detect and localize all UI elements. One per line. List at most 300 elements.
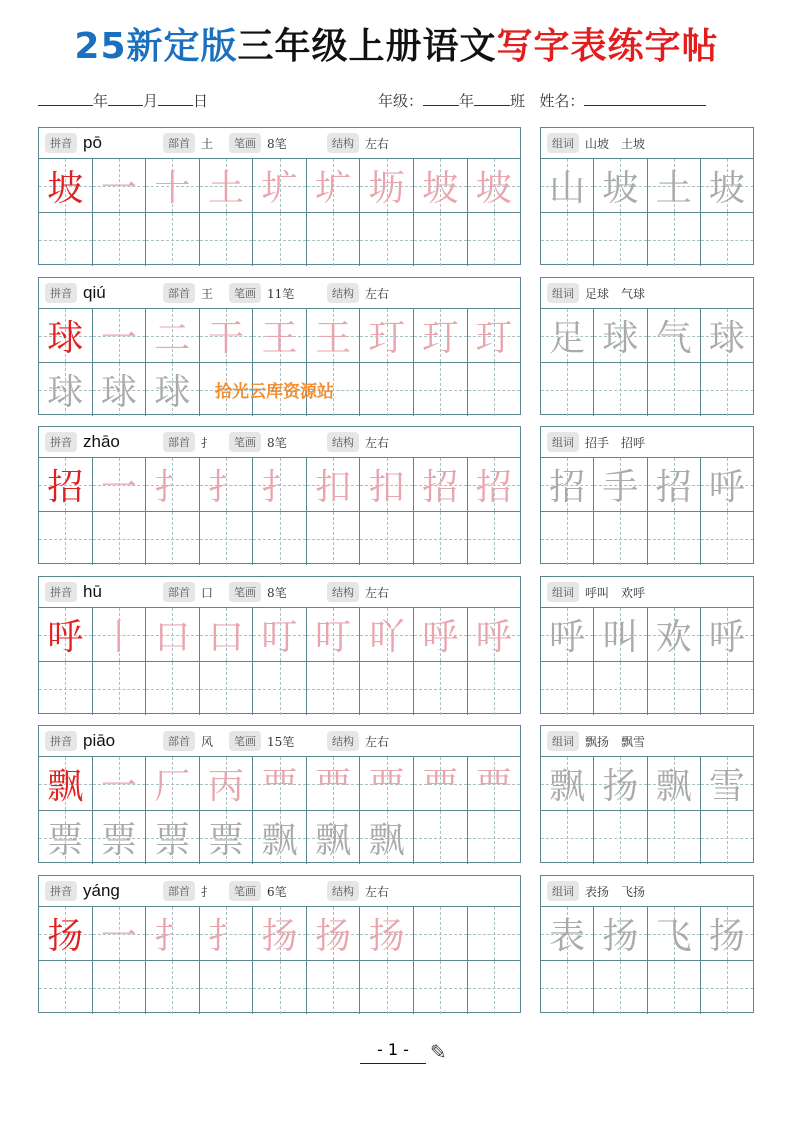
stroke-step: 扌 — [261, 467, 298, 508]
writing-cell[interactable] — [307, 159, 361, 212]
writing-cell[interactable] — [360, 757, 414, 810]
writing-cell[interactable] — [541, 608, 594, 661]
writing-cell[interactable] — [648, 458, 701, 511]
pinyin: qiú — [83, 283, 106, 302]
pinyin-label: 拼音 — [45, 881, 77, 901]
stroke-step: 一 — [100, 766, 137, 807]
writing-cell[interactable] — [701, 512, 753, 565]
writing-cell[interactable] — [414, 458, 468, 511]
writing-cell[interactable] — [648, 363, 701, 416]
writing-cell[interactable] — [200, 608, 254, 661]
writing-cell[interactable] — [146, 907, 200, 960]
word-character: 土 — [655, 168, 692, 209]
word-character: 飘 — [655, 766, 692, 807]
writing-cell[interactable] — [468, 458, 521, 511]
stroke-count: 15笔 — [267, 734, 295, 749]
strokes-label: 笔画 — [229, 582, 261, 602]
stroke-step: 扬 — [261, 916, 298, 957]
writing-cell[interactable] — [414, 811, 468, 864]
writing-cell[interactable] — [146, 458, 200, 511]
stroke-step: 坡 — [422, 168, 459, 209]
writing-cell[interactable] — [594, 608, 647, 661]
writing-cell[interactable] — [253, 757, 307, 810]
writing-cell[interactable] — [414, 213, 468, 266]
writing-cell[interactable] — [594, 512, 647, 565]
writing-cell[interactable] — [39, 961, 93, 1014]
practice-row — [541, 363, 753, 416]
writing-cell[interactable] — [541, 907, 594, 960]
words-label: 组词 — [547, 582, 579, 602]
watermark: 拾光云库资源站 — [215, 382, 334, 402]
writing-cell[interactable] — [93, 757, 147, 810]
strokes-label: 笔画 — [229, 133, 261, 153]
practice-row — [541, 961, 753, 1014]
words-block — [540, 576, 754, 714]
writing-cell[interactable] — [594, 811, 647, 864]
writing-cell[interactable] — [414, 907, 468, 960]
writing-cell[interactable] — [541, 213, 594, 266]
writing-cell[interactable] — [39, 363, 93, 416]
stroke-step: 呼 — [422, 617, 459, 658]
writing-cell[interactable] — [39, 213, 93, 266]
words-header — [541, 726, 753, 757]
stroke-step: 招 — [475, 467, 512, 508]
date-line — [38, 90, 208, 111]
writing-cell[interactable] — [39, 309, 93, 362]
writing-cell[interactable] — [146, 757, 200, 810]
writing-cell[interactable] — [146, 512, 200, 565]
writing-cell[interactable] — [253, 811, 307, 864]
writing-cell[interactable] — [307, 213, 361, 266]
words-header — [541, 876, 753, 907]
stroke-count: 6笔 — [267, 884, 287, 899]
writing-cell[interactable] — [39, 757, 93, 810]
writing-cell[interactable] — [39, 458, 93, 511]
writing-cell[interactable] — [701, 907, 753, 960]
stroke-step: 圹 — [261, 168, 298, 209]
writing-cell[interactable] — [414, 608, 468, 661]
writing-cell[interactable] — [541, 961, 594, 1014]
writing-cell[interactable] — [594, 662, 647, 715]
words: 飘扬 飘雪 — [585, 734, 646, 749]
radical-label: 部首 — [163, 881, 195, 901]
year-label: 年 — [93, 92, 109, 110]
writing-cell[interactable] — [541, 811, 594, 864]
writing-cell[interactable] — [594, 757, 647, 810]
stroke-step: 坡 — [475, 168, 512, 209]
stroke-step: 坜 — [368, 168, 405, 209]
name-label: 姓名： — [539, 92, 585, 110]
writing-cell[interactable] — [414, 662, 468, 715]
words: 山坡 土坡 — [585, 136, 646, 151]
stroke-step: 覀 — [368, 766, 405, 807]
writing-cell[interactable] — [39, 608, 93, 661]
character-block — [38, 127, 521, 265]
writing-cell[interactable] — [146, 961, 200, 1014]
writing-cell[interactable] — [360, 458, 414, 511]
writing-cell[interactable] — [200, 159, 254, 212]
writing-cell[interactable] — [93, 961, 147, 1014]
writing-cell[interactable] — [360, 907, 414, 960]
pinyin: hū — [83, 582, 102, 601]
structure-label: 结构 — [327, 582, 359, 602]
writing-cell[interactable] — [360, 811, 414, 864]
writing-cell[interactable] — [701, 458, 753, 511]
writing-cell[interactable] — [360, 512, 414, 565]
writing-cell[interactable] — [39, 512, 93, 565]
writing-cell[interactable] — [146, 159, 200, 212]
stroke-step: 扬 — [315, 916, 352, 957]
word-character: 招 — [549, 467, 586, 508]
words-header — [541, 128, 753, 159]
writing-cell[interactable] — [307, 512, 361, 565]
model-character: 飘 — [47, 766, 84, 807]
stroke-step: 一 — [100, 916, 137, 957]
writing-cell[interactable] — [200, 662, 254, 715]
radical: 口 — [201, 585, 214, 600]
writing-cell[interactable] — [39, 811, 93, 864]
writing-cell[interactable] — [253, 213, 307, 266]
writing-cell[interactable] — [200, 757, 254, 810]
word-character: 坡 — [708, 168, 745, 209]
writing-cell[interactable] — [360, 309, 414, 362]
writing-cell[interactable] — [414, 757, 468, 810]
practice-row — [39, 662, 520, 715]
writing-cell[interactable] — [648, 608, 701, 661]
radical: 王 — [201, 286, 214, 301]
stroke-step: 扌 — [154, 467, 191, 508]
writing-cell[interactable] — [648, 213, 701, 266]
writing-cell[interactable] — [648, 811, 701, 864]
stroke-step: 球 — [154, 372, 191, 413]
word-character: 扬 — [602, 766, 639, 807]
name-blank[interactable] — [584, 91, 706, 106]
day-label: 日 — [193, 92, 209, 110]
writing-cell[interactable] — [541, 363, 594, 416]
writing-cell[interactable] — [541, 309, 594, 362]
writing-cell[interactable] — [701, 213, 753, 266]
character-block — [38, 875, 521, 1013]
pinyin: pō — [83, 133, 102, 152]
writing-cell[interactable] — [468, 512, 521, 565]
writing-cell[interactable] — [93, 213, 147, 266]
pen-icon: ✎ — [430, 1040, 447, 1064]
writing-cell[interactable] — [360, 213, 414, 266]
writing-cell[interactable] — [468, 608, 521, 661]
writing-cell[interactable] — [648, 757, 701, 810]
words-header — [541, 278, 753, 309]
writing-cell[interactable] — [93, 159, 147, 212]
practice-row — [39, 159, 520, 213]
stroke-count: 8笔 — [267, 136, 287, 151]
writing-cell[interactable] — [468, 757, 521, 810]
writing-cell[interactable] — [360, 363, 414, 416]
stroke-count: 11笔 — [267, 286, 295, 301]
writing-cell[interactable] — [468, 363, 521, 416]
writing-cell[interactable] — [200, 458, 254, 511]
radical: 扌 — [201, 884, 214, 899]
writing-cell[interactable] — [468, 811, 521, 864]
writing-cell[interactable] — [253, 907, 307, 960]
writing-cell[interactable] — [468, 213, 521, 266]
stroke-step: 票 — [207, 820, 244, 861]
stroke-step: 票 — [47, 820, 84, 861]
stroke-count: 8笔 — [267, 435, 287, 450]
stroke-step: 一 — [100, 467, 137, 508]
writing-cell[interactable] — [648, 907, 701, 960]
character-info — [39, 577, 520, 608]
stroke-step: 十 — [154, 168, 191, 209]
writing-cell[interactable] — [701, 608, 753, 661]
writing-cell[interactable] — [93, 811, 147, 864]
stroke-step: 二 — [154, 318, 191, 359]
writing-cell[interactable] — [253, 159, 307, 212]
character-info — [39, 427, 520, 458]
words-block — [540, 127, 754, 265]
practice-row — [39, 458, 520, 512]
writing-cell[interactable] — [253, 961, 307, 1014]
writing-cell[interactable] — [253, 512, 307, 565]
writing-cell[interactable] — [701, 159, 753, 212]
practice-row — [39, 309, 520, 363]
class-label: 班 — [510, 92, 526, 110]
writing-cell[interactable] — [360, 662, 414, 715]
writing-cell[interactable] — [200, 309, 254, 362]
grade-blank[interactable] — [423, 91, 459, 106]
writing-cell[interactable] — [468, 309, 521, 362]
writing-cell[interactable] — [541, 458, 594, 511]
writing-cell[interactable] — [93, 363, 147, 416]
writing-cell[interactable] — [594, 309, 647, 362]
character-block — [38, 725, 521, 863]
writing-cell[interactable] — [307, 811, 361, 864]
writing-cell[interactable] — [414, 961, 468, 1014]
pinyin: piāo — [83, 731, 116, 750]
stroke-step: 飘 — [368, 820, 405, 861]
writing-cell[interactable] — [93, 512, 147, 565]
writing-cell[interactable] — [468, 159, 521, 212]
word-character: 招 — [655, 467, 692, 508]
stroke-step: 招 — [422, 467, 459, 508]
structure: 左右 — [365, 286, 390, 301]
stroke-step: 玎 — [475, 318, 512, 359]
words-block — [540, 426, 754, 564]
writing-cell[interactable] — [39, 907, 93, 960]
writing-cell[interactable] — [414, 159, 468, 212]
word-character: 足 — [549, 318, 586, 359]
writing-cell[interactable] — [648, 159, 701, 212]
practice-row — [541, 458, 753, 512]
writing-cell[interactable] — [307, 961, 361, 1014]
year-blank[interactable] — [38, 91, 93, 106]
word-character: 飞 — [655, 916, 692, 957]
page-number: - 1 - — [360, 1040, 426, 1064]
practice-row — [39, 811, 520, 864]
title-part-red: 写字表练字帖 — [496, 26, 719, 67]
word-character: 雪 — [708, 766, 745, 807]
writing-cell[interactable] — [701, 662, 753, 715]
writing-cell[interactable] — [701, 961, 753, 1014]
title-part-blue: 25新定版 — [74, 26, 238, 67]
writing-cell[interactable] — [360, 961, 414, 1014]
writing-cell[interactable] — [146, 213, 200, 266]
stroke-step: 厂 — [154, 766, 191, 807]
writing-cell[interactable] — [93, 608, 147, 661]
strokes-label: 笔画 — [229, 881, 261, 901]
writing-cell[interactable] — [360, 159, 414, 212]
writing-cell[interactable] — [541, 757, 594, 810]
writing-cell[interactable] — [253, 662, 307, 715]
character-info — [39, 876, 520, 907]
writing-cell[interactable] — [648, 309, 701, 362]
stroke-step: 票 — [100, 820, 137, 861]
stroke-step: 丨 — [100, 617, 137, 658]
strokes-label: 笔画 — [229, 283, 261, 303]
words: 足球 气球 — [585, 286, 646, 301]
writing-cell[interactable] — [93, 458, 147, 511]
strokes-label: 笔画 — [229, 731, 261, 751]
words-label: 组词 — [547, 731, 579, 751]
writing-cell[interactable] — [648, 512, 701, 565]
structure: 左右 — [365, 435, 390, 450]
writing-cell[interactable] — [146, 608, 200, 661]
writing-cell[interactable] — [93, 309, 147, 362]
practice-row — [541, 512, 753, 565]
character-block — [38, 576, 521, 714]
word-character: 呼 — [708, 617, 745, 658]
writing-cell[interactable] — [541, 512, 594, 565]
writing-cell[interactable] — [39, 662, 93, 715]
writing-cell[interactable] — [648, 662, 701, 715]
month-label: 月 — [143, 92, 159, 110]
word-character: 坡 — [602, 168, 639, 209]
writing-cell[interactable] — [594, 363, 647, 416]
writing-cell[interactable] — [253, 309, 307, 362]
structure-label: 结构 — [327, 432, 359, 452]
stroke-step: 扌 — [154, 916, 191, 957]
writing-cell[interactable] — [146, 662, 200, 715]
radical-label: 部首 — [163, 582, 195, 602]
word-character: 山 — [549, 168, 586, 209]
words-block — [540, 277, 754, 415]
writing-cell[interactable] — [701, 309, 753, 362]
words-label: 组词 — [547, 133, 579, 153]
model-character: 呼 — [47, 617, 84, 658]
grade-year-label: 年 — [459, 92, 475, 110]
writing-cell[interactable] — [93, 907, 147, 960]
title-part-black: 三年级上册语文 — [237, 26, 497, 67]
writing-cell[interactable] — [200, 811, 254, 864]
word-character: 手 — [602, 467, 639, 508]
writing-cell[interactable] — [414, 309, 468, 362]
stroke-step: 覀 — [475, 766, 512, 807]
character-info — [39, 128, 520, 159]
writing-cell[interactable] — [200, 961, 254, 1014]
word-character: 表 — [549, 916, 586, 957]
radical-label: 部首 — [163, 133, 195, 153]
writing-cell[interactable] — [146, 309, 200, 362]
model-character: 坡 — [47, 168, 84, 209]
writing-cell[interactable] — [307, 608, 361, 661]
word-character: 飘 — [549, 766, 586, 807]
month-blank[interactable] — [108, 91, 143, 106]
stroke-step: 王 — [261, 318, 298, 359]
writing-cell[interactable] — [146, 363, 200, 416]
stroke-step: 口 — [207, 617, 244, 658]
stroke-step: 扌 — [207, 467, 244, 508]
writing-cell[interactable] — [146, 811, 200, 864]
writing-cell[interactable] — [307, 662, 361, 715]
word-character: 叫 — [602, 617, 639, 658]
structure-label: 结构 — [327, 283, 359, 303]
page-title — [0, 18, 793, 69]
pinyin-label: 拼音 — [45, 582, 77, 602]
writing-cell[interactable] — [594, 458, 647, 511]
writing-cell[interactable] — [200, 512, 254, 565]
writing-cell[interactable] — [93, 662, 147, 715]
pinyin: yáng — [83, 881, 120, 900]
writing-cell[interactable] — [200, 907, 254, 960]
day-blank[interactable] — [158, 91, 193, 106]
writing-cell[interactable] — [594, 907, 647, 960]
writing-cell[interactable] — [648, 961, 701, 1014]
writing-cell[interactable] — [253, 608, 307, 661]
practice-row — [39, 512, 520, 565]
writing-cell[interactable] — [253, 458, 307, 511]
stroke-step: 覀 — [315, 766, 352, 807]
writing-cell[interactable] — [541, 159, 594, 212]
words: 呼叫 欢呼 — [585, 585, 646, 600]
writing-cell[interactable] — [701, 363, 753, 416]
writing-cell[interactable] — [468, 961, 521, 1014]
structure-label: 结构 — [327, 881, 359, 901]
word-character: 呼 — [708, 467, 745, 508]
writing-cell[interactable] — [307, 757, 361, 810]
writing-cell[interactable] — [468, 662, 521, 715]
character-info — [39, 278, 520, 309]
words-label: 组词 — [547, 283, 579, 303]
writing-cell[interactable] — [594, 159, 647, 212]
writing-cell[interactable] — [307, 458, 361, 511]
radical: 扌 — [201, 435, 214, 450]
writing-cell[interactable] — [541, 662, 594, 715]
class-blank[interactable] — [474, 91, 510, 106]
writing-cell[interactable] — [200, 213, 254, 266]
writing-cell[interactable] — [360, 608, 414, 661]
model-character: 球 — [47, 318, 84, 359]
writing-cell[interactable] — [39, 159, 93, 212]
stroke-step: 呼 — [475, 617, 512, 658]
practice-row — [39, 757, 520, 811]
writing-cell[interactable] — [307, 907, 361, 960]
stroke-step: 圹 — [315, 168, 352, 209]
writing-cell[interactable] — [701, 757, 753, 810]
practice-row — [541, 757, 753, 811]
writing-cell[interactable] — [594, 961, 647, 1014]
writing-cell[interactable] — [468, 907, 521, 960]
writing-cell[interactable] — [414, 363, 468, 416]
words-label: 组词 — [547, 432, 579, 452]
writing-cell[interactable] — [701, 811, 753, 864]
stroke-step: 王 — [315, 318, 352, 359]
writing-cell[interactable] — [414, 512, 468, 565]
writing-cell[interactable] — [594, 213, 647, 266]
stroke-step: 扣 — [368, 467, 405, 508]
pinyin-label: 拼音 — [45, 432, 77, 452]
writing-cell[interactable] — [307, 309, 361, 362]
practice-row — [39, 608, 520, 662]
word-character: 气 — [655, 318, 692, 359]
